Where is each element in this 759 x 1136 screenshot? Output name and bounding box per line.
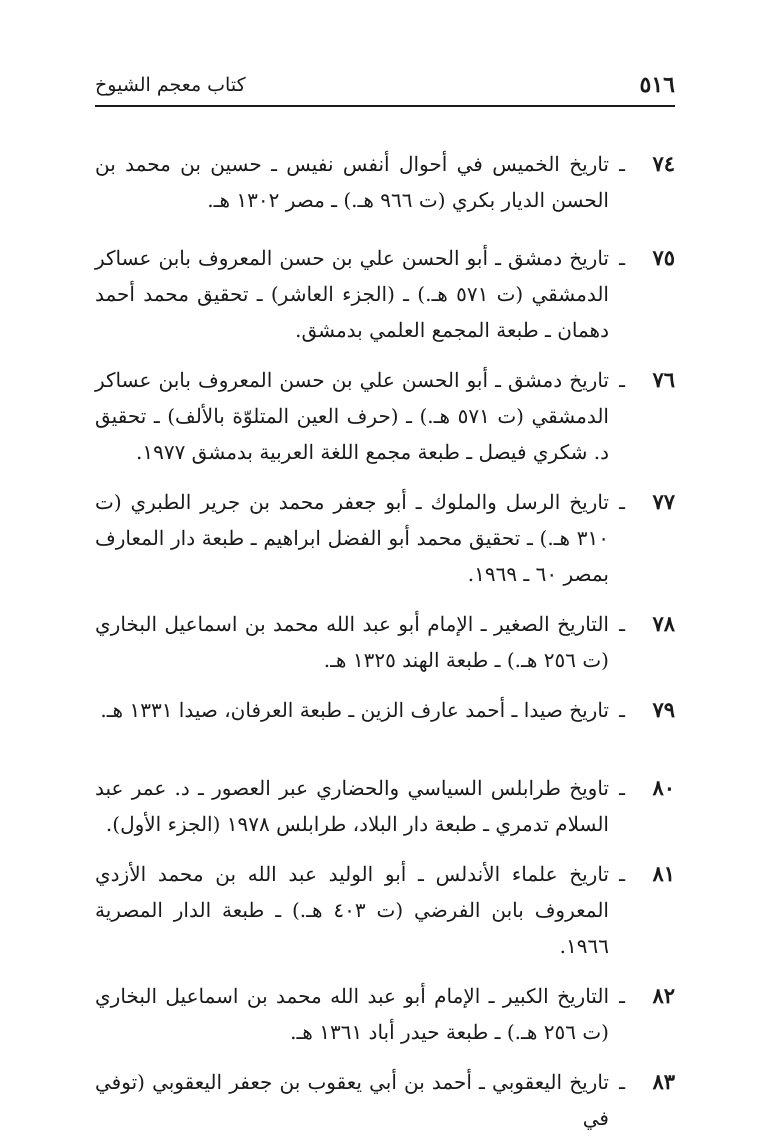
entry-number: ٧٩ — [652, 697, 675, 722]
bibliography-entry-77 — [95, 484, 675, 592]
bibliography-entry-82 — [95, 978, 675, 1050]
entry-number: ٨١ — [652, 861, 675, 886]
entry-number: ٧٥ — [652, 245, 675, 270]
entry-dash: ـ — [619, 612, 625, 636]
bibliography-entry-81 — [95, 856, 675, 964]
entry-number: ٨٣ — [652, 1069, 675, 1094]
bibliography-entry-74 — [95, 146, 675, 218]
entry-dash: ـ — [619, 246, 625, 270]
header-rule — [95, 105, 675, 107]
entry-text: التاريخ الكبير ـ الإمام أبو عبد الله محمد بن اسماعيل البخاري (ت ٢٥٦ هـ.) ـ طبعة حيدر أباد ١٣٦١ هـ. — [95, 984, 609, 1044]
entry-text: تاريخ دمشق ـ أبو الحسن علي بن حسن المعروف بابن عساكر الدمشقي (ت ٥٧١ هـ.) ـ (الجزء العاشر) ـ تحقيق محمد أحمد دهمان ـ طبعة المجمع العلمي بدمشق. — [95, 246, 609, 342]
entry-text: تاريخ الرسل والملوك ـ أبو جعفر محمد بن جرير الطبري (ت ٣١٠ هـ.) ـ تحقيق محمد أبو الفضل ابراهيم ـ طبعة دار المعارف بمصر ٦٠ ـ ١٩٦٩. — [95, 490, 609, 586]
entry-text: تاريخ دمشق ـ أبو الحسن علي بن حسن المعروف بابن عساكر الدمشقي (ت ٥٧١ هـ.) ـ (حرف العين المتلوّة بالألف) ـ تحقيق د. شكري فيصل ـ طبعة مجمع اللغة العربية بدمشق ١٩٧٧. — [95, 368, 609, 464]
entry-number: ٧٤ — [652, 151, 675, 176]
entry-number: ٧٨ — [652, 611, 675, 636]
entry-dash: ـ — [619, 862, 625, 886]
entry-number: ٨٢ — [652, 983, 675, 1008]
entry-text: تاريخ اليعقوبي ـ أحمد بن أبي يعقوب بن جعفر اليعقوبي (توفي في — [95, 1070, 609, 1130]
entry-number: ٧٦ — [652, 367, 675, 392]
entry-dash: ـ — [619, 152, 625, 176]
page-number: ٥١٦ — [639, 72, 675, 98]
running-title: كتاب معجم الشيوخ — [95, 74, 246, 96]
bibliography-entry-78 — [95, 606, 675, 678]
entry-dash: ـ — [619, 776, 625, 800]
entry-dash: ـ — [619, 490, 625, 514]
entry-text: التاريخ الصغير ـ الإمام أبو عبد الله محمد بن اسماعيل البخاري (ت ٢٥٦ هـ.) ـ طبعة الهند ١٣٢٥ هـ. — [95, 612, 609, 672]
entry-number: ٧٧ — [652, 489, 675, 514]
entry-text: تاريخ علماء الأندلس ـ أبو الوليد عبد الله بن محمد الأزدي المعروف بابن الفرضي (ت ٤٠٣ هـ.) ـ طبعة الدار المصرية ١٩٦٦. — [95, 862, 609, 958]
bibliography-entry-80 — [95, 770, 675, 842]
bibliography-entry-76 — [95, 362, 675, 470]
entry-dash: ـ — [619, 368, 625, 392]
bibliography-list — [95, 146, 675, 1136]
entry-text: تاويخ طرابلس السياسي والحضاري عبر العصور ـ د. عمر عبد السلام تدمري ـ طبعة دار البلاد، طرابلس ١٩٧٨ (الجزء الأول). — [95, 776, 609, 836]
bibliography-entry-75 — [95, 240, 675, 348]
entry-number: ٨٠ — [652, 775, 675, 800]
page-header — [95, 72, 675, 108]
entry-dash: ـ — [619, 698, 625, 722]
bibliography-entry-83 — [95, 1064, 675, 1136]
entry-text: تاريخ الخميس في أحوال أنفس نفيس ـ حسين بن محمد بن الحسن الديار بكري (ت ٩٦٦ هـ.) ـ مصر ١٣٠٢ هـ. — [95, 152, 609, 212]
entry-text: تاريخ صيدا ـ أحمد عارف الزين ـ طبعة العرفان، صيدا ١٣٣١ هـ. — [100, 698, 609, 722]
bibliography-entry-79 — [95, 692, 675, 728]
entry-dash: ـ — [619, 984, 625, 1008]
entry-dash: ـ — [619, 1070, 625, 1094]
